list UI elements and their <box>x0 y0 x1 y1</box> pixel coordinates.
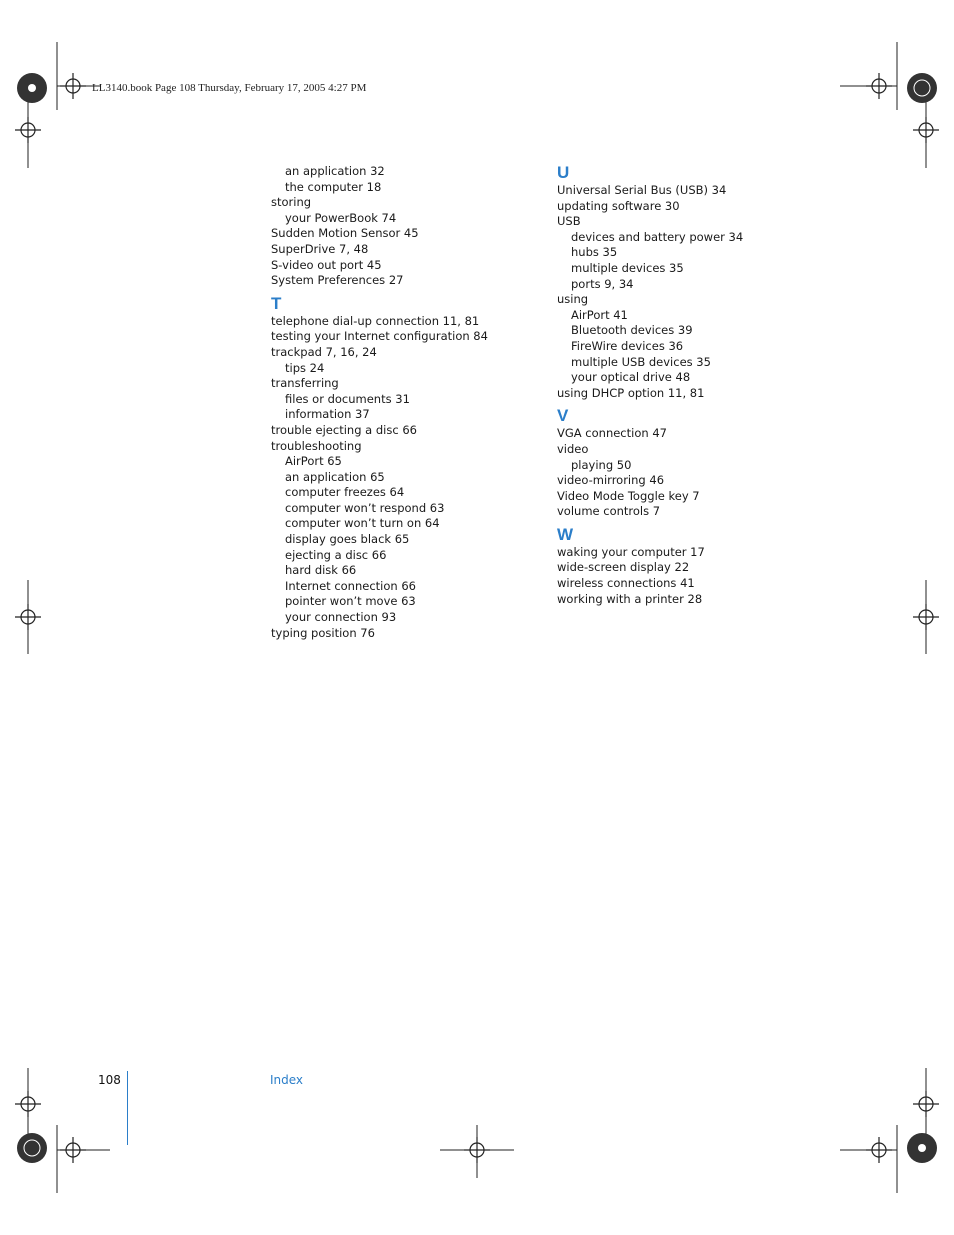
index-subentry: computer won’t respond 63 <box>285 500 445 515</box>
index-subentry: files or documents 31 <box>285 391 410 406</box>
index-entry: SuperDrive 7, 48 <box>271 241 369 256</box>
index-entry: System Preferences 27 <box>271 273 404 288</box>
index-entry: using DHCP option 11, 81 <box>557 385 705 400</box>
index-subentry: AirPort 65 <box>285 454 342 469</box>
index-entry: using <box>557 292 589 307</box>
index-column-right <box>557 164 817 607</box>
index-subentry: ejecting a disc 66 <box>285 547 387 562</box>
index-entry: Universal Serial Bus (USB) 34 <box>557 183 727 197</box>
index-entry: working with a printer 28 <box>557 591 703 606</box>
index-entry: VGA connection 47 <box>557 426 667 441</box>
index-entry: storing <box>271 195 312 210</box>
index-entry: trouble ejecting a disc 66 <box>271 422 417 437</box>
index-entry: Video Mode Toggle key 7 <box>557 488 700 503</box>
index-group-u <box>557 183 817 401</box>
index-entry: testing your Internet configuration 84 <box>271 329 488 344</box>
index-subentry: an application 32 <box>285 164 385 178</box>
index-entry: updating software 30 <box>557 198 680 213</box>
index-entry: S-video out port 45 <box>271 257 382 272</box>
index-subentry: computer won’t turn on 64 <box>285 516 440 531</box>
index-letter-w: W <box>557 524 574 544</box>
index-subentry: pointer won’t move 63 <box>285 594 416 609</box>
index-group-v <box>557 426 817 520</box>
index-subentry: information 37 <box>285 407 370 422</box>
index-entry: trackpad 7, 16, 24 <box>271 344 377 359</box>
index-subentry: your connection 93 <box>285 610 397 625</box>
index-subentry: hard disk 66 <box>285 563 357 578</box>
index-entry: Sudden Motion Sensor 45 <box>271 226 419 241</box>
index-entry: transferring <box>271 376 339 391</box>
index-entry: volume controls 7 <box>557 504 661 519</box>
index-letter-t: T <box>271 293 282 313</box>
index-entry: video <box>557 441 589 456</box>
footer-section-title: Index <box>270 1073 304 1087</box>
index-entry: typing position 76 <box>271 625 375 640</box>
index-subentry: tips 24 <box>285 360 325 375</box>
index-subentry: FireWire devices 36 <box>571 338 684 353</box>
index-entry: telephone dial-up connection 11, 81 <box>271 313 480 328</box>
index-subentry: multiple USB devices 35 <box>571 354 711 369</box>
page-number: 108 <box>98 1073 121 1087</box>
index-subentry: the computer 18 <box>285 179 382 194</box>
index-subentry: multiple devices 35 <box>571 260 684 275</box>
index-entry: USB <box>557 214 581 229</box>
index-subentry: Bluetooth devices 39 <box>571 323 693 338</box>
index-group-continued <box>271 164 531 289</box>
index-subentry: playing 50 <box>571 457 632 472</box>
index-group-t <box>271 314 531 641</box>
index-column-left <box>271 164 531 641</box>
index-subentry: an application 65 <box>285 469 385 484</box>
index-letter-u: U <box>557 163 570 182</box>
index-entry: troubleshooting <box>271 438 362 453</box>
index-entry: video-mirroring 46 <box>557 473 665 488</box>
index-subentry: your PowerBook 74 <box>285 210 397 225</box>
index-subentry: display goes black 65 <box>285 532 410 547</box>
index-letter-v: V <box>557 406 569 426</box>
index-entry: wide-screen display 22 <box>557 560 690 575</box>
index-subentry: hubs 35 <box>571 245 618 260</box>
index-subentry: AirPort 41 <box>571 307 628 322</box>
index-subentry: Internet connection 66 <box>285 578 416 593</box>
index-subentry: devices and battery power 34 <box>571 229 744 244</box>
footer-divider <box>127 1071 128 1145</box>
index-entry: wireless connections 41 <box>557 576 695 591</box>
index-group-w <box>557 545 817 607</box>
index-subentry: your optical drive 48 <box>571 370 691 385</box>
index-subentry: ports 9, 34 <box>571 276 634 291</box>
print-slug: LL3140.book Page 108 Thursday, February 17, 2005 4:27 PM <box>92 82 367 94</box>
index-subentry: computer freezes 64 <box>285 485 405 500</box>
index-entry: waking your computer 17 <box>557 544 705 559</box>
